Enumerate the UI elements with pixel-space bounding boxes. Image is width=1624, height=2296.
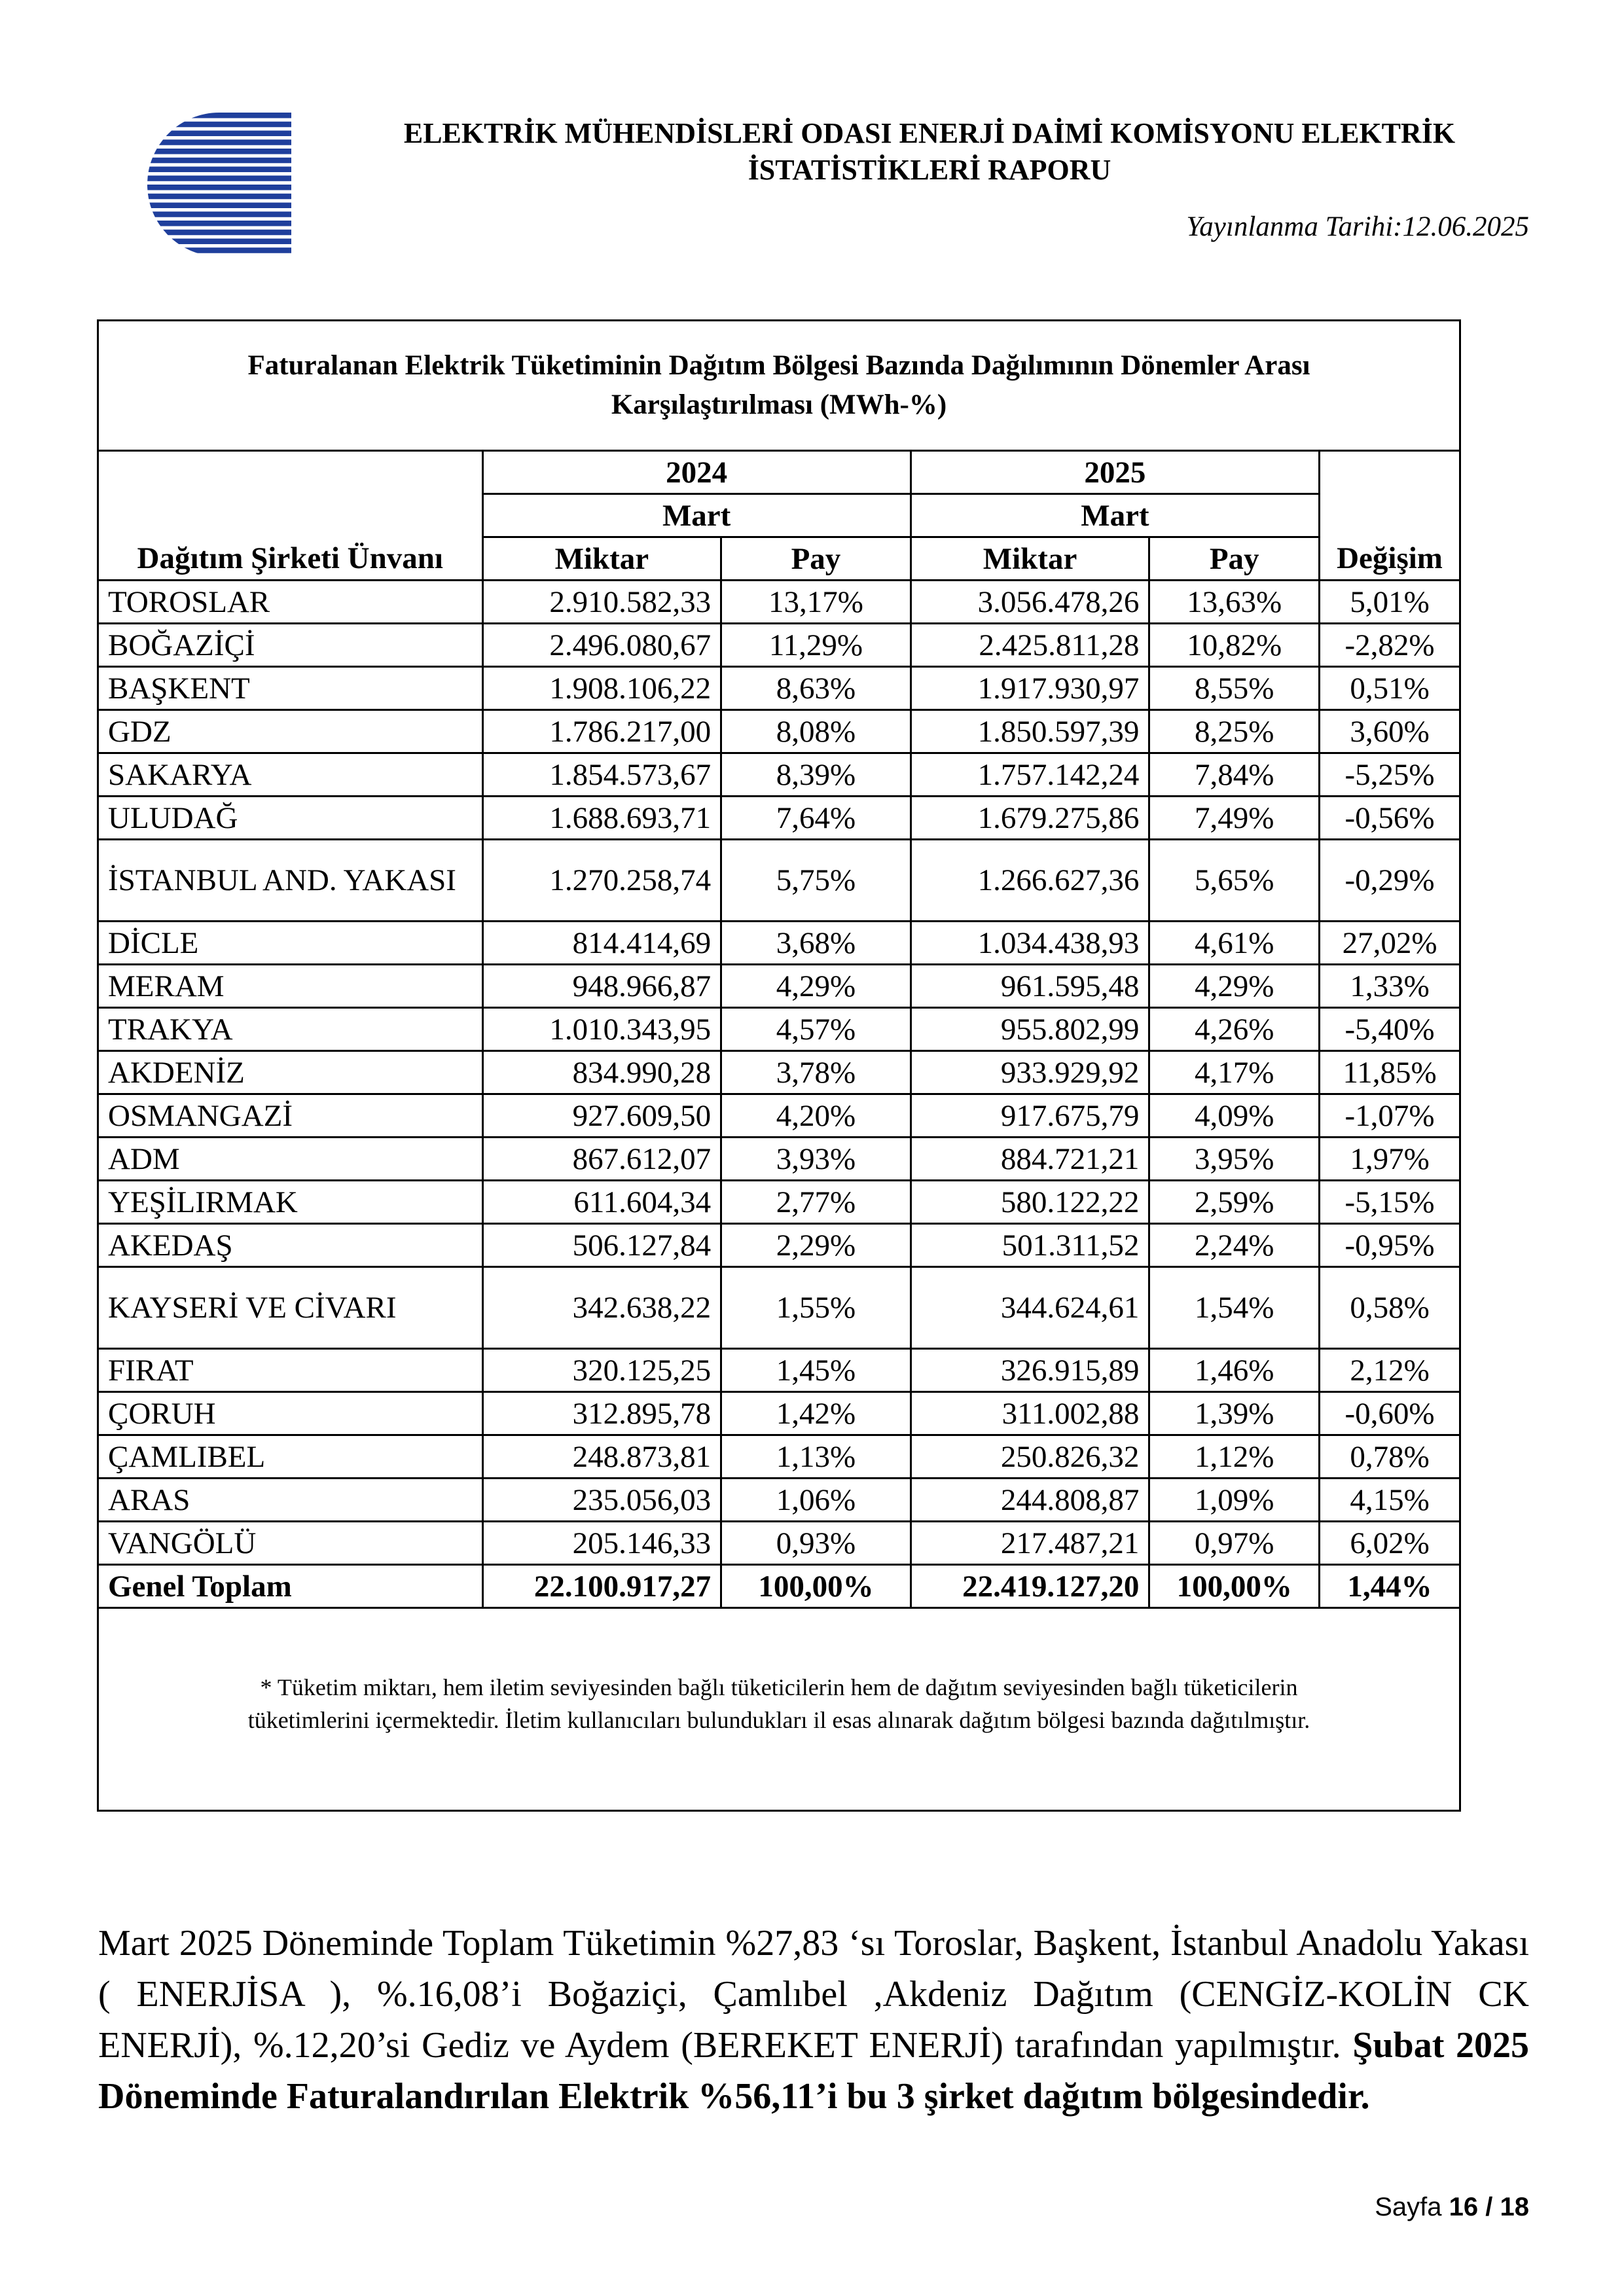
- header-pay-2024: Pay: [721, 537, 911, 581]
- table-row: [98, 710, 1460, 753]
- change-cell: -1,07%: [1320, 1094, 1460, 1138]
- logo-stripe: [147, 185, 291, 190]
- change-cell: -5,25%: [1320, 753, 1460, 797]
- pay-2025-cell: 8,25%: [1149, 710, 1320, 753]
- miktar-2024-cell: 2.496.080,67: [482, 624, 721, 667]
- header-year-2024: 2024: [482, 451, 911, 494]
- miktar-2024-cell: 342.638,22: [482, 1267, 721, 1349]
- pay-2025-cell: 7,49%: [1149, 797, 1320, 840]
- change-cell: 27,02%: [1320, 922, 1460, 965]
- pay-2024-cell: 4,20%: [721, 1094, 911, 1138]
- miktar-2024-cell: 611.604,34: [482, 1181, 721, 1224]
- miktar-2025-cell: 250.826,32: [911, 1435, 1149, 1479]
- miktar-2024-cell: 948.966,87: [482, 965, 721, 1008]
- company-name-cell: BOĞAZİÇİ: [98, 624, 483, 667]
- logo-stripe: [147, 175, 291, 181]
- miktar-2025-cell: 311.002,88: [911, 1392, 1149, 1435]
- logo-stripe: [147, 230, 291, 236]
- pay-2024-cell: 1,55%: [721, 1267, 911, 1349]
- table-row: [98, 1181, 1460, 1224]
- table-row: [98, 667, 1460, 710]
- report-title: [314, 115, 1545, 188]
- pay-2024-cell: 4,29%: [721, 965, 911, 1008]
- pay-2024-cell: 3,78%: [721, 1051, 911, 1094]
- miktar-2025-cell: 955.802,99: [911, 1008, 1149, 1051]
- miktar-2025-cell: 1.034.438,93: [911, 922, 1149, 965]
- header-change: Değişim: [1320, 537, 1460, 581]
- table-row: [98, 624, 1460, 667]
- change-cell: 11,85%: [1320, 1051, 1460, 1094]
- pay-2025-cell: 1,39%: [1149, 1392, 1320, 1435]
- pay-2024-cell: 7,64%: [721, 797, 911, 840]
- summary-text: Mart 2025 Döneminde Toplam Tüketimin %27,83 ‘sı Toroslar, Başkent, İstanbul Anadolu Yakası ( ENERJİSA ), %.16,08’i Boğaziçi, Çamlıbel ,Akdeniz Dağıtım (CENGİZ-KOLİN CK ENERJİ), %.12,20’si Gediz ve Aydem (BEREKET ENERJİ) tarafından yapılmıştır.: [98, 1923, 1529, 2066]
- company-name-cell: FIRAT: [98, 1349, 483, 1392]
- header-year-2025: 2025: [911, 451, 1319, 494]
- miktar-2024-cell: 22.100.917,27: [482, 1565, 721, 1608]
- table-row: [98, 797, 1460, 840]
- change-cell: 5,01%: [1320, 581, 1460, 624]
- pay-2024-cell: 1,42%: [721, 1392, 911, 1435]
- pay-2025-cell: 7,84%: [1149, 753, 1320, 797]
- table-row: [98, 1008, 1460, 1051]
- table-frame: [97, 319, 1461, 1812]
- pay-2024-cell: 8,63%: [721, 667, 911, 710]
- header-empty-cell: [98, 494, 483, 537]
- miktar-2024-cell: 1.786.217,00: [482, 710, 721, 753]
- miktar-2025-cell: 1.757.142,24: [911, 753, 1149, 797]
- change-cell: 1,33%: [1320, 965, 1460, 1008]
- logo-stripe: [147, 113, 291, 118]
- miktar-2025-cell: 884.721,21: [911, 1138, 1149, 1181]
- page-separator: /: [1478, 2193, 1500, 2221]
- miktar-2025-cell: 501.311,52: [911, 1224, 1149, 1267]
- miktar-2024-cell: 312.895,78: [482, 1392, 721, 1435]
- pay-2024-cell: 11,29%: [721, 624, 911, 667]
- pay-2024-cell: 1,13%: [721, 1435, 911, 1479]
- company-name-cell: ULUDAĞ: [98, 797, 483, 840]
- miktar-2025-cell: 917.675,79: [911, 1094, 1149, 1138]
- pay-2025-cell: 5,65%: [1149, 840, 1320, 922]
- logo-stripe: [147, 149, 291, 154]
- pay-2024-cell: 3,68%: [721, 922, 911, 965]
- table-footnote: [99, 1671, 1459, 1736]
- change-cell: 6,02%: [1320, 1522, 1460, 1565]
- footnote-line1: * Tüketim miktarı, hem iletim seviyesinden bağlı tüketicilerin hem de dağıtım seviyesinden bağlı tüketicilerin: [260, 1674, 1298, 1700]
- table-row: [98, 1267, 1460, 1349]
- company-name-cell: MERAM: [98, 965, 483, 1008]
- company-name-cell: ADM: [98, 1138, 483, 1181]
- change-cell: -5,15%: [1320, 1181, 1460, 1224]
- company-name-cell: ARAS: [98, 1479, 483, 1522]
- header-pay-2025: Pay: [1149, 537, 1320, 581]
- logo-stripe: [147, 122, 291, 128]
- logo-stripe: [147, 221, 291, 226]
- pay-2024-cell: 4,57%: [721, 1008, 911, 1051]
- table-row: [98, 581, 1460, 624]
- company-name-cell: YEŞİLIRMAK: [98, 1181, 483, 1224]
- pay-2025-cell: 100,00%: [1149, 1565, 1320, 1608]
- footnote-line2: tüketimlerini içermektedir. İletim kullanıcıları bulundukları il esas alınarak dağıtım bölgesi bazında dağıtılmıştır.: [247, 1707, 1310, 1733]
- company-name-cell: Genel Toplam: [98, 1565, 483, 1608]
- change-cell: -0,29%: [1320, 840, 1460, 922]
- pay-2025-cell: 1,46%: [1149, 1349, 1320, 1392]
- pay-2025-cell: 4,29%: [1149, 965, 1320, 1008]
- logo-stripe: [147, 158, 291, 164]
- miktar-2024-cell: 834.990,28: [482, 1051, 721, 1094]
- change-cell: 3,60%: [1320, 710, 1460, 753]
- header-miktar-2024: Miktar: [482, 537, 721, 581]
- header-miktar-2025: Miktar: [911, 537, 1149, 581]
- change-cell: 4,15%: [1320, 1479, 1460, 1522]
- miktar-2024-cell: 1.908.106,22: [482, 667, 721, 710]
- header-month-2024: Mart: [482, 494, 911, 537]
- pay-2024-cell: 0,93%: [721, 1522, 911, 1565]
- summary-bold-text: Şubat 2025 Döneminde Faturalandırılan Elektrik %56,11’i bu 3 şirket dağıtım bölgesindedir.: [98, 2025, 1529, 2117]
- header-month-2025: Mart: [911, 494, 1319, 537]
- miktar-2024-cell: 927.609,50: [482, 1094, 721, 1138]
- pay-2024-cell: 2,77%: [721, 1181, 911, 1224]
- miktar-2024-cell: 1.270.258,74: [482, 840, 721, 922]
- page-current: 16: [1449, 2193, 1479, 2221]
- pay-2025-cell: 2,24%: [1149, 1224, 1320, 1267]
- total-row: [98, 1565, 1460, 1608]
- miktar-2024-cell: 248.873,81: [482, 1435, 721, 1479]
- company-name-cell: GDZ: [98, 710, 483, 753]
- table-row: [98, 1522, 1460, 1565]
- company-name-cell: ÇORUH: [98, 1392, 483, 1435]
- miktar-2025-cell: 1.917.930,97: [911, 667, 1149, 710]
- table-row: [98, 1094, 1460, 1138]
- change-cell: -0,60%: [1320, 1392, 1460, 1435]
- pay-2024-cell: 8,39%: [721, 753, 911, 797]
- pay-2025-cell: 8,55%: [1149, 667, 1320, 710]
- pay-2025-cell: 4,61%: [1149, 922, 1320, 965]
- logo-stripe: [147, 167, 291, 173]
- logo-stripe: [147, 239, 291, 245]
- company-name-cell: İSTANBUL AND. YAKASI: [98, 840, 483, 922]
- company-name-cell: AKEDAŞ: [98, 1224, 483, 1267]
- change-cell: -0,95%: [1320, 1224, 1460, 1267]
- table-row: [98, 965, 1460, 1008]
- pay-2024-cell: 100,00%: [721, 1565, 911, 1608]
- logo-stripe: [147, 211, 291, 217]
- company-name-cell: AKDENİZ: [98, 1051, 483, 1094]
- table-row: [98, 753, 1460, 797]
- company-name-cell: KAYSERİ VE CİVARI: [98, 1267, 483, 1349]
- emo-logo-icon: [147, 113, 291, 257]
- miktar-2025-cell: 244.808,87: [911, 1479, 1149, 1522]
- logo-stripe: [147, 247, 291, 253]
- logo-stripe: [147, 131, 291, 137]
- miktar-2025-cell: 1.266.627,36: [911, 840, 1149, 922]
- pay-2024-cell: 1,45%: [721, 1349, 911, 1392]
- company-name-cell: TRAKYA: [98, 1008, 483, 1051]
- company-name-cell: VANGÖLÜ: [98, 1522, 483, 1565]
- miktar-2025-cell: 933.929,92: [911, 1051, 1149, 1094]
- pay-2024-cell: 1,06%: [721, 1479, 911, 1522]
- pay-2024-cell: 2,29%: [721, 1224, 911, 1267]
- header-empty-cell: [98, 451, 483, 494]
- company-name-cell: SAKARYA: [98, 753, 483, 797]
- pay-2025-cell: 1,09%: [1149, 1479, 1320, 1522]
- table-row: [98, 1138, 1460, 1181]
- company-name-cell: TOROSLAR: [98, 581, 483, 624]
- company-name-cell: OSMANGAZİ: [98, 1094, 483, 1138]
- company-name-cell: BAŞKENT: [98, 667, 483, 710]
- miktar-2024-cell: 1.688.693,71: [482, 797, 721, 840]
- pay-2025-cell: 3,95%: [1149, 1138, 1320, 1181]
- header-company: Dağıtım Şirketi Ünvanı: [98, 537, 483, 581]
- change-cell: 1,44%: [1320, 1565, 1460, 1608]
- miktar-2025-cell: 344.624,61: [911, 1267, 1149, 1349]
- pay-2024-cell: 5,75%: [721, 840, 911, 922]
- company-name-cell: ÇAMLIBEL: [98, 1435, 483, 1479]
- page-number: [1375, 2193, 1529, 2222]
- pay-2025-cell: 1,12%: [1149, 1435, 1320, 1479]
- table-row: [98, 1392, 1460, 1435]
- page-label: Sayfa: [1375, 2193, 1442, 2221]
- change-cell: 0,58%: [1320, 1267, 1460, 1349]
- pay-2025-cell: 0,97%: [1149, 1522, 1320, 1565]
- pay-2024-cell: 3,93%: [721, 1138, 911, 1181]
- miktar-2024-cell: 814.414,69: [482, 922, 721, 965]
- pay-2024-cell: 8,08%: [721, 710, 911, 753]
- company-name-cell: DİCLE: [98, 922, 483, 965]
- change-cell: 0,78%: [1320, 1435, 1460, 1479]
- pay-2025-cell: 10,82%: [1149, 624, 1320, 667]
- change-cell: -2,82%: [1320, 624, 1460, 667]
- miktar-2024-cell: 1.854.573,67: [482, 753, 721, 797]
- table-title: [99, 346, 1459, 425]
- miktar-2025-cell: 580.122,22: [911, 1181, 1149, 1224]
- miktar-2024-cell: 506.127,84: [482, 1224, 721, 1267]
- miktar-2024-cell: 235.056,03: [482, 1479, 721, 1522]
- page-total: 18: [1500, 2193, 1529, 2221]
- change-cell: -5,40%: [1320, 1008, 1460, 1051]
- summary-paragraph: [98, 1918, 1529, 2122]
- miktar-2025-cell: 1.679.275,86: [911, 797, 1149, 840]
- table-row: [98, 922, 1460, 965]
- miktar-2025-cell: 326.915,89: [911, 1349, 1149, 1392]
- table-row: [98, 1435, 1460, 1479]
- change-cell: 1,97%: [1320, 1138, 1460, 1181]
- table-row: [98, 840, 1460, 922]
- publish-date: Yayınlanma Tarihi:12.06.2025: [1186, 211, 1529, 242]
- pay-2025-cell: 4,09%: [1149, 1094, 1320, 1138]
- pay-2025-cell: 1,54%: [1149, 1267, 1320, 1349]
- table-row: [98, 1479, 1460, 1522]
- miktar-2024-cell: 1.010.343,95: [482, 1008, 721, 1051]
- header-empty-cell: [1320, 494, 1460, 537]
- pay-2025-cell: 2,59%: [1149, 1181, 1320, 1224]
- consumption-table: [97, 450, 1461, 1609]
- pay-2025-cell: 13,63%: [1149, 581, 1320, 624]
- change-cell: -0,56%: [1320, 797, 1460, 840]
- table-title-line2: Karşılaştırılması (MWh-%): [611, 389, 947, 420]
- table-row: [98, 1349, 1460, 1392]
- miktar-2024-cell: 320.125,25: [482, 1349, 721, 1392]
- logo-stripe: [147, 203, 291, 209]
- miktar-2024-cell: 205.146,33: [482, 1522, 721, 1565]
- miktar-2025-cell: 22.419.127,20: [911, 1565, 1149, 1608]
- miktar-2024-cell: 2.910.582,33: [482, 581, 721, 624]
- miktar-2025-cell: 1.850.597,39: [911, 710, 1149, 753]
- table-row: [98, 1051, 1460, 1094]
- pay-2025-cell: 4,26%: [1149, 1008, 1320, 1051]
- change-cell: 0,51%: [1320, 667, 1460, 710]
- miktar-2025-cell: 2.425.811,28: [911, 624, 1149, 667]
- table-title-line1: Faturalanan Elektrik Tüketiminin Dağıtım Bölgesi Bazında Dağılımının Dönemler Arası: [247, 350, 1310, 381]
- miktar-2025-cell: 961.595,48: [911, 965, 1149, 1008]
- header-empty-cell: [1320, 451, 1460, 494]
- logo-stripe: [147, 139, 291, 145]
- logo-stripe: [147, 194, 291, 200]
- report-title-line1: ELEKTRİK MÜHENDİSLERİ ODASI ENERJİ DAİMİ KOMİSYONU ELEKTRİK: [403, 117, 1456, 149]
- change-cell: 2,12%: [1320, 1349, 1460, 1392]
- miktar-2025-cell: 3.056.478,26: [911, 581, 1149, 624]
- table-row: [98, 1224, 1460, 1267]
- miktar-2024-cell: 867.612,07: [482, 1138, 721, 1181]
- report-title-line2: İSTATİSTİKLERİ RAPORU: [748, 154, 1111, 186]
- miktar-2025-cell: 217.487,21: [911, 1522, 1149, 1565]
- pay-2025-cell: 4,17%: [1149, 1051, 1320, 1094]
- pay-2024-cell: 13,17%: [721, 581, 911, 624]
